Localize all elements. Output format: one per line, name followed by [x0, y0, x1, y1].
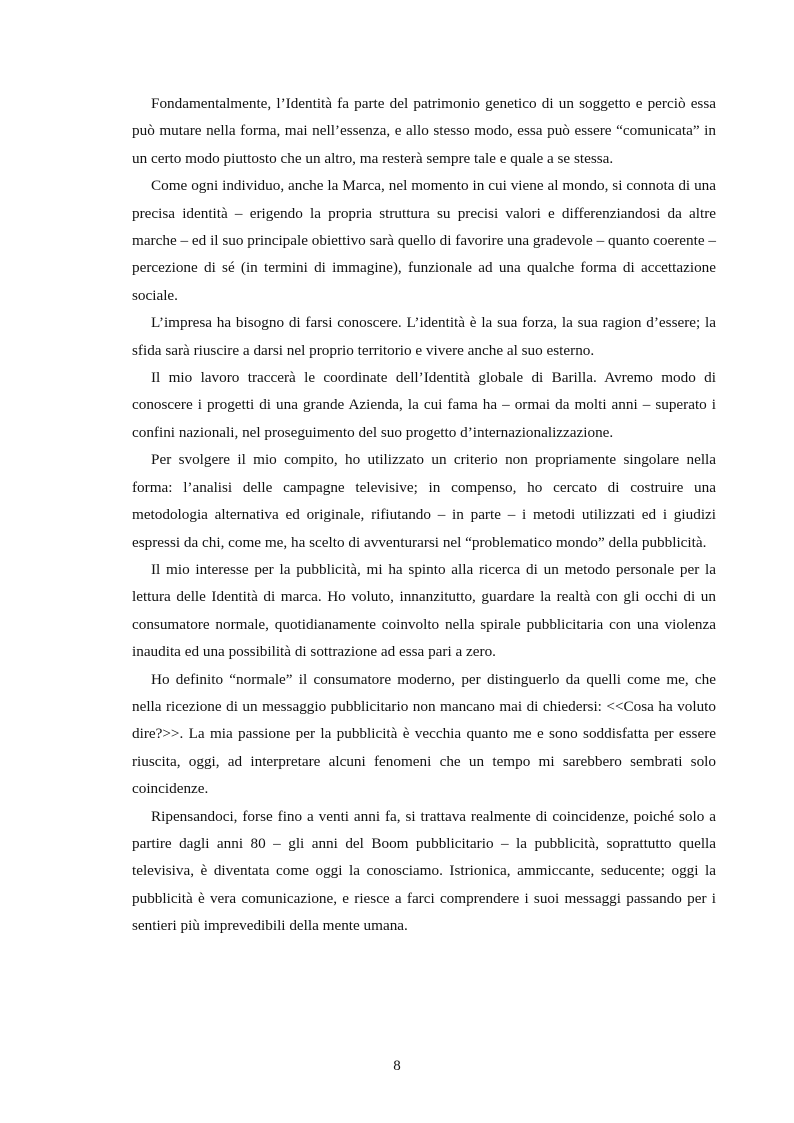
paragraph-barilla-identity: Il mio lavoro traccerà le coordinate dell’Identità globale di Barilla. Avremo modo di conoscere i progetti di una grande Azienda, la cui fama ha – ormai da molti anni – superato i confini nazionali, nel proseguimento del suo progetto d’internazionalizzazione. [132, 369, 716, 441]
paragraph-advertising-history: Ripensandoci, forse fino a venti anni fa, si trattava realmente di coincidenze, poiché solo a partire dagli anni 80 – gli anni del Boom pubblicitario – la pubblicità, soprattutto quella televisiva, è diventata come oggi la conosciamo. Istrionica, ammiccante, seducente; oggi la pubblicità è vera comunicazione, e riesce a farci comprendere i suoi messaggi passando per i sentieri più imprevedibili della mente umana. [132, 807, 716, 935]
paragraph-normal-consumer: Ho definito “normale” il consumatore moderno, per distinguerlo da quelli come me, che nella ricezione di un messaggio pubblicitario non mancano mai di chiedersi: <<Cosa ha voluto dire?>>. La mia passione per la pubblicità è vecchia quanto me e sono soddisfatta per essere riuscita, oggi, ad interpretare alcuni fenomeni che un tempo mi sarebbero sembrati solo coincidenze. [132, 670, 716, 798]
paragraph-company-visibility: L’impresa ha bisogno di farsi conoscere. L’identità è la sua forza, la sua ragion d’essere; la sfida sarà riuscire a darsi nel proprio territorio e vivere anche al suo esterno. [132, 314, 716, 359]
page-number: 8 [393, 1058, 401, 1074]
paragraph-brand-identity: Come ogni individuo, anche la Marca, nel momento in cui viene al mondo, si connota di una precisa identità – erigendo la propria struttura su precisi valori e differenziandosi da altre marche – ed il suo principale obiettivo sarà quello di favorire una gradevole – quanto coerente – percezione di sé (in termini di immagine), funzionale ad una qualche forma di accettazione sociale. [132, 177, 716, 304]
paragraph-personal-interest: Il mio interesse per la pubblicità, mi ha spinto alla ricerca di un metodo personale per la lettura delle Identità di marca. Ho voluto, innanzitutto, guardare la realtà con gli occhi di un consumatore normale, quotidianamente coinvolto nella spirale pubblicitaria con una violenza inaudita ed una possibilità di sottrazione ad essa pari a zero. [132, 560, 716, 661]
paragraph-identity-genetic: Fondamentalmente, l’Identità fa parte del patrimonio genetico di un soggetto e perciò essa può mutare nella forma, mai nell’essenza, e allo stesso modo, essa può essere “comunicata” in un certo modo piuttosto che un altro, ma resterà sempre tale e quale a se stessa. [132, 95, 716, 167]
paragraph-methodology: Per svolgere il mio compito, ho utilizzato un criterio non propriamente singolare nella forma: l’analisi delle campagne televisive; in compenso, ho cercato di costruire una metodologia alternativa ed originale, rifiutando – in parte – i metodi utilizzati ed i giudizi espressi da chi, come me, ha scelto di avventurarsi nel “problematico mondo” della pubblicità. [132, 451, 716, 551]
document-body [132, 90, 716, 940]
